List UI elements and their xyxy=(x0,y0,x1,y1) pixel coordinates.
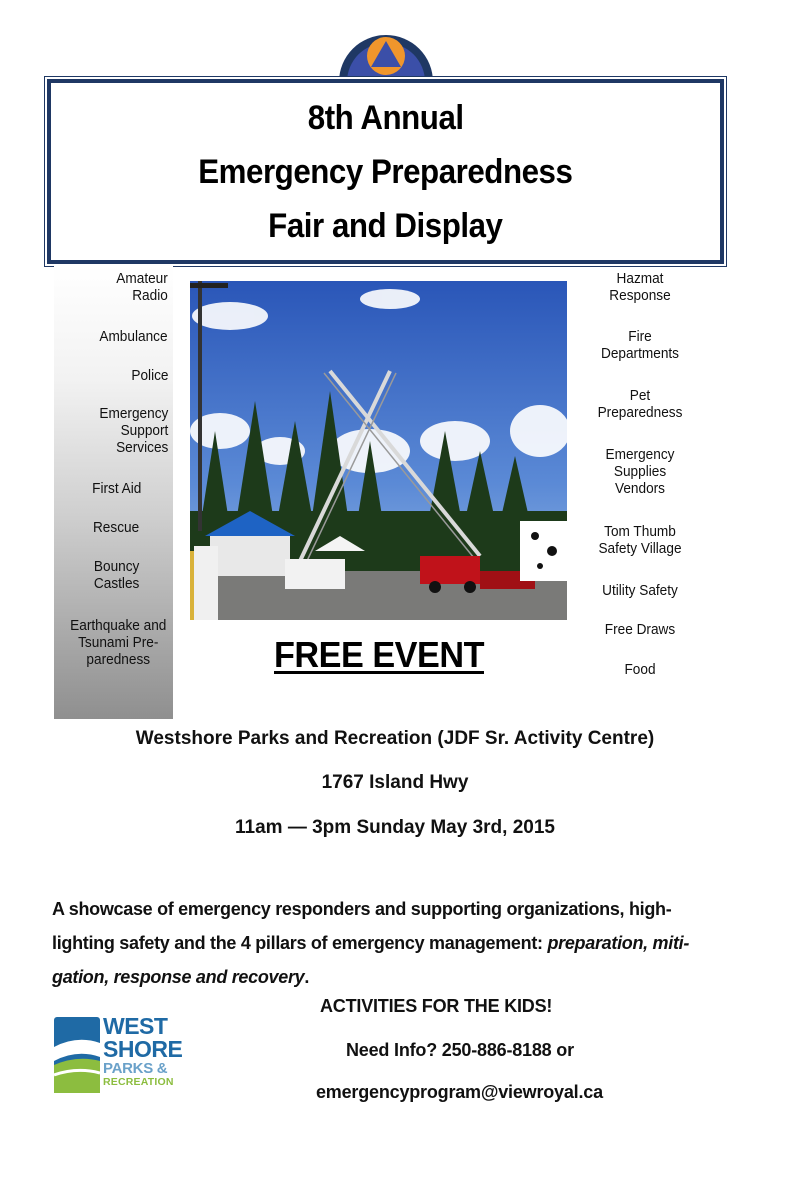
activities-heading: ACTIVITIES FOR THE KIDS! xyxy=(320,996,553,1016)
service-rescue: Rescue xyxy=(92,520,139,536)
venue-address: 1767 Island Hwy xyxy=(321,772,469,793)
service-fire-departments: Fire Departments xyxy=(600,329,680,362)
service-hazmat: Hazmat Response xyxy=(609,271,671,304)
service-pet-preparedness: Pet Preparedness xyxy=(597,388,683,421)
service-utility-safety: Utility Safety xyxy=(602,583,678,599)
title-line-2: Emergency Preparedness xyxy=(198,152,573,191)
service-police: Police xyxy=(130,368,168,384)
title-line-1: 8th Annual xyxy=(307,98,464,137)
service-emergency-support: Emergency Support Services xyxy=(99,406,168,456)
title-line-3: Fair and Display xyxy=(268,206,503,245)
logo-text: WEST SHORE PARKS & RECREATION xyxy=(103,1013,183,1088)
service-emergency-supplies: Emergency Supplies Vendors xyxy=(605,447,675,497)
venue-name: Westshore Parks and Recreation (JDF Sr. Activity Centre) xyxy=(135,728,655,749)
service-earthquake-tsunami: Earthquake and Tsunami Pre- paredness xyxy=(69,618,166,668)
contact-phone: Need Info? 250-886-8188 or xyxy=(346,1040,574,1060)
service-ambulance: Ambulance xyxy=(99,329,168,345)
event-description: A showcase of emergency responders and supporting organizations, high- lighting safety and the 4 pillars of emergency management: preparation, miti- gation, response and recovery. xyxy=(52,899,690,987)
westshore-logo xyxy=(54,1015,204,1095)
free-event-heading: FREE EVENT xyxy=(274,634,484,675)
service-food: Food xyxy=(624,662,656,678)
service-amateur-radio: Amateur Radio xyxy=(116,271,168,304)
service-tom-thumb: Tom Thumb Safety Village xyxy=(598,524,682,557)
contact-email[interactable]: emergencyprogram@viewroyal.ca xyxy=(316,1082,603,1102)
event-photo xyxy=(190,281,567,620)
service-bouncy-castles: Bouncy Castles xyxy=(93,559,139,592)
logo-mark-icon xyxy=(54,1017,100,1093)
service-free-draws: Free Draws xyxy=(604,622,676,638)
title-box xyxy=(47,79,724,264)
event-datetime: 11am — 3pm Sunday May 3rd, 2015 xyxy=(235,817,555,838)
civil-defence-emblem xyxy=(337,34,435,82)
service-first-aid: First Aid xyxy=(91,481,141,497)
